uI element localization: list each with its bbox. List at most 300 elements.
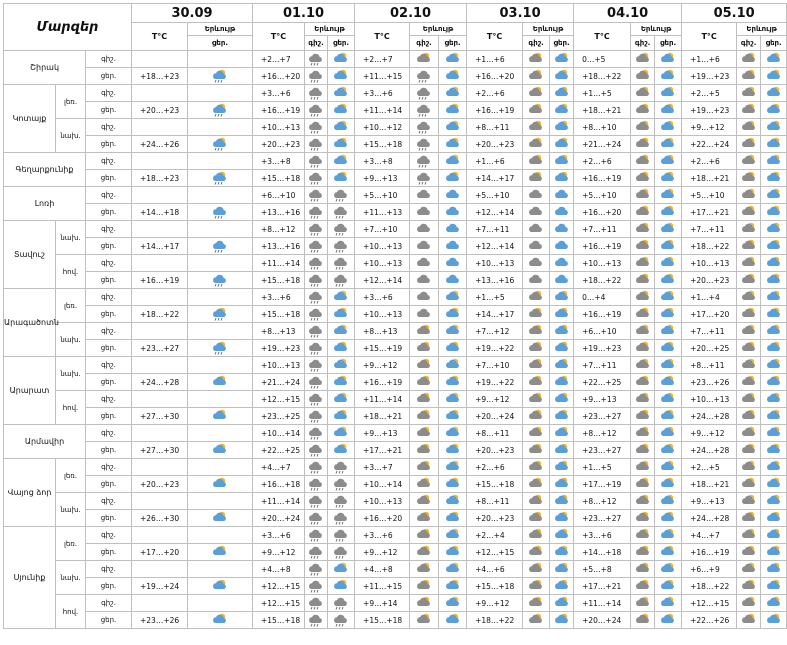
sun-cloud-grey-icon: [523, 52, 549, 66]
weather-cell: [737, 612, 761, 629]
weather-cell: [523, 595, 550, 612]
sun-cloud-grey-icon: [523, 86, 549, 100]
weather-cell: [188, 85, 253, 102]
sun-cloud-icon: [439, 528, 466, 542]
rain-cloud-icon: [305, 545, 327, 559]
sun-cloud-icon: [439, 324, 466, 338]
weather-cell: [305, 272, 328, 289]
temperature-cell: +7…+12: [467, 323, 523, 340]
sun-cloud-icon: [655, 188, 681, 202]
temperature-cell: +12…+15: [253, 595, 305, 612]
weather-cell: [305, 374, 328, 391]
night-header: գիշ.: [631, 36, 655, 51]
temperature-cell: +11…+13: [355, 204, 410, 221]
weather-cell: [737, 187, 761, 204]
rain-cloud-icon: [305, 52, 327, 66]
temperature-cell: +23…+27: [574, 408, 631, 425]
night-header: գիշ.: [410, 36, 439, 51]
sun-cloud-icon: [439, 103, 466, 117]
temperature-cell: [132, 187, 188, 204]
weather-cell: [328, 187, 355, 204]
time-of-day: գիշ.: [86, 527, 132, 544]
temperature-cell: +9…+12: [682, 119, 737, 136]
weather-cell: [631, 85, 655, 102]
weather-cell: [761, 544, 787, 561]
table-row: [4, 493, 787, 510]
region-name: Կոտայք: [4, 85, 56, 153]
temperature-cell: +15…+18: [467, 578, 523, 595]
weather-cell: [410, 170, 439, 187]
weather-cell: [305, 170, 328, 187]
night-header: գիշ.: [523, 36, 550, 51]
table-header: [4, 4, 787, 51]
rain-cloud-icon: [305, 256, 327, 270]
temperature-cell: +21…+24: [574, 136, 631, 153]
sun-cloud-grey-icon: [737, 613, 760, 627]
sun-cloud-grey-icon: [523, 290, 549, 304]
weather-cell: [761, 255, 787, 272]
sun-cloud-grey-icon: [737, 596, 760, 610]
rain-cloud-icon: [305, 494, 327, 508]
weather-cell: [410, 425, 439, 442]
rain-cloud-icon: [328, 494, 354, 508]
temperature-cell: [132, 153, 188, 170]
sun-cloud-icon: [655, 426, 681, 440]
weather-cell: [305, 119, 328, 136]
weather-cell: [328, 102, 355, 119]
temperature-cell: +9…+14: [355, 595, 410, 612]
weather-cell: [523, 289, 550, 306]
sun-cloud-icon: [439, 86, 466, 100]
phenomenon-header: Երևույթ: [188, 23, 253, 36]
temperature-cell: +4…+7: [253, 459, 305, 476]
weather-cell: [655, 459, 682, 476]
sun-cloud-grey-icon: [523, 69, 549, 83]
rain-cloud-icon: [305, 120, 327, 134]
temperature-cell: 0…+5: [574, 51, 631, 68]
temperature-cell: +9…+13: [574, 391, 631, 408]
weather-cell: [631, 255, 655, 272]
weather-cell: [523, 85, 550, 102]
weather-cell: [410, 459, 439, 476]
temperature-cell: +11…+15: [355, 68, 410, 85]
temperature-cell: +6…+9: [682, 561, 737, 578]
weather-cell: [328, 527, 355, 544]
temperature-cell: +15…+18: [253, 272, 305, 289]
sun-cloud-icon: [439, 562, 466, 576]
weather-cell: [523, 357, 550, 374]
sun-cloud-grey-icon: [631, 596, 654, 610]
grey-cloud-icon: [410, 222, 438, 236]
sun-cloud-icon: [655, 103, 681, 117]
weather-cell: [410, 102, 439, 119]
weather-cell: [631, 102, 655, 119]
temperature-cell: +20…+23: [682, 272, 737, 289]
rain-cloud-icon: [305, 188, 327, 202]
table-row: [4, 68, 787, 85]
weather-cell: [550, 340, 574, 357]
sun-cloud-icon: [655, 205, 681, 219]
sun-cloud-grey-icon: [523, 443, 549, 457]
weather-cell: [631, 612, 655, 629]
day-header: ցեր.: [439, 36, 467, 51]
table-row: [4, 595, 787, 612]
sun-cloud-icon: [550, 290, 573, 304]
time-of-day: ցեր.: [86, 510, 132, 527]
zone-label: նախ.: [56, 221, 86, 255]
weather-cell: [410, 255, 439, 272]
weather-cell: [631, 357, 655, 374]
temperature-cell: +4…+8: [355, 561, 410, 578]
sun-cloud-icon: [761, 460, 786, 474]
rain-cloud-icon: [305, 443, 327, 457]
weather-cell: [550, 442, 574, 459]
weather-cell: [188, 255, 253, 272]
sun-cloud-grey-icon: [410, 443, 438, 457]
weather-cell: [761, 238, 787, 255]
zone-label: հով.: [56, 391, 86, 425]
sun-cloud-icon: [655, 154, 681, 168]
weather-cell: [737, 561, 761, 578]
time-of-day: գիշ.: [86, 187, 132, 204]
sun-cloud-icon: [439, 307, 466, 321]
weather-cell: [188, 527, 253, 544]
weather-cell: [328, 493, 355, 510]
rain-cloud-icon: [328, 613, 354, 627]
weather-cell: [328, 255, 355, 272]
temperature-cell: +19…+22: [467, 340, 523, 357]
region-name: Սյունիք: [4, 527, 56, 629]
weather-cell: [439, 578, 467, 595]
weather-cell: [655, 595, 682, 612]
weather-cell: [188, 578, 253, 595]
sun-cloud-icon: [761, 358, 786, 372]
sun-cloud-grey-icon: [737, 103, 760, 117]
sun-cloud-icon: [761, 307, 786, 321]
rain-cloud-icon: [305, 171, 327, 185]
weather-cell: [523, 221, 550, 238]
weather-cell: [328, 272, 355, 289]
weather-cell: [631, 578, 655, 595]
temp-header: T°C: [132, 23, 188, 51]
sun-cloud-icon: [550, 477, 573, 491]
weather-cell: [737, 170, 761, 187]
weather-cell: [761, 85, 787, 102]
weather-cell: [761, 612, 787, 629]
sun-cloud-grey-icon: [631, 443, 654, 457]
weather-cell: [305, 85, 328, 102]
weather-cell: [188, 425, 253, 442]
temperature-cell: +27…+30: [132, 442, 188, 459]
weather-cell: [550, 578, 574, 595]
temperature-cell: +8…+11: [467, 425, 523, 442]
sun-cloud-grey-icon: [631, 188, 654, 202]
sun-cloud-icon: [655, 307, 681, 321]
weather-cell: [439, 51, 467, 68]
weather-cell: [655, 136, 682, 153]
temperature-cell: +9…+12: [682, 425, 737, 442]
sun-cloud-icon: [761, 154, 786, 168]
weather-cell: [550, 408, 574, 425]
weather-cell: [761, 595, 787, 612]
temperature-cell: +18…+22: [682, 238, 737, 255]
grey-cloud-icon: [410, 239, 438, 253]
sun-cloud-icon: [550, 596, 573, 610]
temperature-cell: [132, 391, 188, 408]
temperature-cell: +16…+19: [574, 238, 631, 255]
region-name: Արագածոտն: [4, 289, 56, 357]
weather-cell: [305, 425, 328, 442]
sun-cloud-icon: [439, 443, 466, 457]
weather-cell: [550, 561, 574, 578]
sun-cloud-icon: [328, 69, 354, 83]
temperature-cell: +20…+23: [253, 136, 305, 153]
weather-cell: [188, 51, 253, 68]
temperature-cell: +2…+7: [355, 51, 410, 68]
temperature-cell: +15…+18: [253, 170, 305, 187]
temperature-cell: +5…+10: [355, 187, 410, 204]
sun-cloud-icon: [761, 409, 786, 423]
sun-cloud-icon: [328, 86, 354, 100]
weather-cell: [655, 238, 682, 255]
temperature-cell: +10…+14: [253, 425, 305, 442]
time-of-day: ցեր.: [86, 204, 132, 221]
sun-cloud-icon: [550, 324, 573, 338]
sun-cloud-grey-icon: [737, 494, 760, 508]
weather-cell: [188, 289, 253, 306]
weather-cell: [439, 425, 467, 442]
sun-cloud-grey-icon: [410, 460, 438, 474]
sun-cloud-icon: [655, 392, 681, 406]
sun-cloud-icon: [439, 579, 466, 593]
sun-cloud-icon: [439, 341, 466, 355]
rain-cloud-icon: [328, 596, 354, 610]
weather-cell: [410, 544, 439, 561]
weather-cell: [523, 187, 550, 204]
weather-cell: [439, 238, 467, 255]
zone-label: նախ.: [56, 561, 86, 595]
weather-cell: [737, 595, 761, 612]
cloud-rain-icon: [188, 273, 252, 287]
sun-cloud-icon: [761, 375, 786, 389]
weather-cell: [328, 153, 355, 170]
sun-cloud-grey-icon: [631, 477, 654, 491]
weather-cell: [655, 408, 682, 425]
weather-cell: [305, 493, 328, 510]
weather-cell: [188, 340, 253, 357]
weather-cell: [761, 476, 787, 493]
temperature-cell: +8…+11: [682, 357, 737, 374]
temperature-cell: +15…+18: [355, 136, 410, 153]
sun-cloud-grey-icon: [737, 392, 760, 406]
sun-cloud-grey-icon: [523, 613, 549, 627]
weather-cell: [631, 238, 655, 255]
weather-cell: [737, 238, 761, 255]
date-header: 01.10: [253, 4, 355, 23]
sun-cloud-icon: [550, 443, 573, 457]
weather-cell: [523, 119, 550, 136]
temperature-cell: +5…+8: [574, 561, 631, 578]
sun-cloud-grey-icon: [523, 392, 549, 406]
sun-cloud-icon: [550, 613, 573, 627]
temperature-cell: [132, 425, 188, 442]
weather-cell: [655, 255, 682, 272]
temperature-cell: +19…+23: [253, 340, 305, 357]
sun-cloud-grey-icon: [523, 562, 549, 576]
sun-cloud-grey-icon: [631, 392, 654, 406]
sun-cloud-grey-icon: [523, 596, 549, 610]
sun-cloud-icon: [188, 375, 252, 389]
grey-cloud-icon: [523, 188, 549, 202]
weather-cell: [737, 340, 761, 357]
weather-cell: [761, 119, 787, 136]
sun-cloud-grey-icon: [737, 86, 760, 100]
weather-cell: [305, 323, 328, 340]
weather-cell: [410, 374, 439, 391]
sun-cloud-grey-icon: [631, 426, 654, 440]
sun-cloud-grey-icon: [631, 613, 654, 627]
weather-cell: [328, 510, 355, 527]
rain-cloud-icon: [410, 86, 438, 100]
rain-cloud-icon: [410, 69, 438, 83]
temperature-cell: [132, 221, 188, 238]
temperature-cell: +19…+24: [132, 578, 188, 595]
temperature-cell: +23…+26: [132, 612, 188, 629]
weather-cell: [439, 459, 467, 476]
time-of-day: գիշ.: [86, 391, 132, 408]
weather-cell: [655, 153, 682, 170]
temperature-cell: +16…+19: [682, 544, 737, 561]
weather-cell: [523, 493, 550, 510]
zone-label: լեռ.: [56, 527, 86, 561]
sun-cloud-icon: [328, 358, 354, 372]
temperature-cell: +2…+6: [467, 85, 523, 102]
sun-cloud-icon: [550, 86, 573, 100]
weather-cell: [655, 204, 682, 221]
time-of-day: ցեր.: [86, 238, 132, 255]
sun-cloud-icon: [550, 460, 573, 474]
temperature-cell: +9…+12: [467, 595, 523, 612]
temperature-cell: +2…+6: [467, 459, 523, 476]
sun-cloud-icon: [761, 171, 786, 185]
weather-cell: [761, 170, 787, 187]
temperature-cell: +16…+18: [253, 476, 305, 493]
temperature-cell: +1…+5: [574, 459, 631, 476]
weather-cell: [188, 204, 253, 221]
weather-cell: [631, 306, 655, 323]
temperature-cell: +3…+6: [253, 527, 305, 544]
temperature-cell: +18…+21: [574, 102, 631, 119]
weather-cell: [761, 136, 787, 153]
weather-cell: [188, 510, 253, 527]
temperature-cell: +11…+14: [253, 493, 305, 510]
rain-cloud-icon: [410, 120, 438, 134]
sun-cloud-icon: [761, 69, 786, 83]
sun-cloud-icon: [655, 273, 681, 287]
temperature-cell: +2…+5: [682, 85, 737, 102]
weather-cell: [439, 255, 467, 272]
weather-cell: [550, 391, 574, 408]
temperature-cell: +17…+21: [574, 578, 631, 595]
weather-cell: [328, 612, 355, 629]
temperature-cell: +3…+6: [253, 289, 305, 306]
temperature-cell: +13…+16: [253, 204, 305, 221]
weather-cell: [761, 272, 787, 289]
weather-cell: [328, 425, 355, 442]
forecast-table: [3, 3, 787, 629]
weather-cell: [655, 68, 682, 85]
rain-cloud-icon: [305, 341, 327, 355]
temperature-cell: +5…+10: [682, 187, 737, 204]
temperature-cell: [132, 119, 188, 136]
temperature-cell: +18…+22: [574, 272, 631, 289]
temperature-cell: +6…+10: [253, 187, 305, 204]
weather-cell: [761, 493, 787, 510]
weather-cell: [655, 119, 682, 136]
weather-cell: [523, 391, 550, 408]
sun-cloud-icon: [550, 511, 573, 525]
weather-cell: [328, 136, 355, 153]
time-of-day: ցեր.: [86, 340, 132, 357]
weather-cell: [328, 391, 355, 408]
temperature-cell: +3…+8: [355, 153, 410, 170]
rain-cloud-icon: [328, 528, 354, 542]
weather-cell: [737, 255, 761, 272]
rain-cloud-icon: [305, 205, 327, 219]
temperature-cell: +14…+17: [132, 238, 188, 255]
temperature-cell: +2…+5: [682, 459, 737, 476]
time-of-day: ցեր.: [86, 612, 132, 629]
weather-cell: [550, 102, 574, 119]
weather-cell: [655, 272, 682, 289]
time-of-day: գիշ.: [86, 153, 132, 170]
sun-cloud-icon: [439, 477, 466, 491]
temperature-cell: +9…+12: [355, 544, 410, 561]
table-row: [4, 442, 787, 459]
weather-cell: [328, 204, 355, 221]
weather-cell: [737, 544, 761, 561]
weather-cell: [410, 612, 439, 629]
sun-cloud-icon: [655, 52, 681, 66]
weather-cell: [631, 272, 655, 289]
table-row: [4, 374, 787, 391]
weather-cell: [410, 442, 439, 459]
temperature-cell: +12…+14: [467, 204, 523, 221]
weather-cell: [737, 493, 761, 510]
temperature-cell: +11…+15: [355, 578, 410, 595]
sun-cloud-icon: [328, 375, 354, 389]
sun-cloud-icon: [655, 511, 681, 525]
sun-cloud-icon: [550, 171, 573, 185]
weather-cell: [631, 119, 655, 136]
temperature-cell: +8…+12: [253, 221, 305, 238]
weather-cell: [761, 442, 787, 459]
sun-cloud-icon: [550, 69, 573, 83]
rain-cloud-icon: [305, 239, 327, 253]
sun-cloud-grey-icon: [410, 358, 438, 372]
time-of-day: ցեր.: [86, 68, 132, 85]
weather-cell: [305, 187, 328, 204]
weather-cell: [523, 425, 550, 442]
temperature-cell: +18…+21: [682, 170, 737, 187]
cloud-icon: [550, 256, 573, 270]
temperature-cell: +13…+16: [467, 272, 523, 289]
weather-cell: [188, 306, 253, 323]
sun-cloud-grey-icon: [631, 120, 654, 134]
temperature-cell: [132, 85, 188, 102]
time-of-day: գիշ.: [86, 289, 132, 306]
weather-cell: [737, 323, 761, 340]
